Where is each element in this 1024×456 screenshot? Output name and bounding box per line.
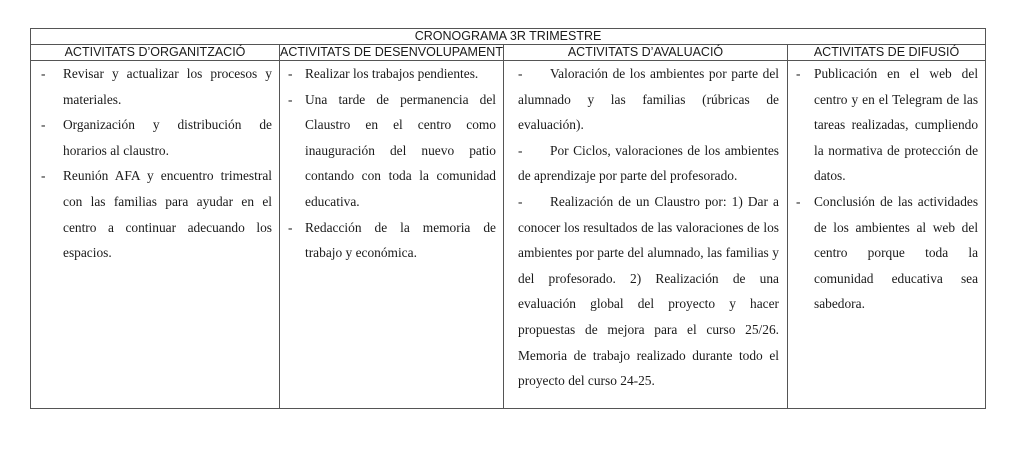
list-item — [796, 61, 978, 189]
bullet-dash: - — [796, 193, 801, 209]
development-cell — [280, 61, 504, 409]
evaluation-cell — [504, 61, 788, 409]
list-item — [288, 61, 496, 87]
bullet-dash: - — [41, 168, 46, 184]
list-item-text: Conclusión de las actividades de los ambientes al web del centro porque toda la comunidad educativa sea sabedora. — [814, 193, 979, 312]
list-item-text: Redacción de la memoria de trabajo y económica. — [305, 219, 496, 261]
column-header-evaluation: ACTIVITATS D’AVALUACIÓ — [504, 45, 788, 61]
list-item-text: Realización de un Claustro por: 1) Dar a conocer los resultados de las valoraciones de los ambientes por parte del alumnado, las familias y del profesorado. 2) Realización de una evaluación global del proyecto y hacer propuestas de mejora para el curso 25/26. Memoria de trabajo realizado durante todo el proyecto del curso 24-25. — [518, 193, 779, 389]
bullet-dash: - — [518, 66, 523, 81]
list-item — [288, 87, 496, 215]
bullet-dash: - — [41, 66, 46, 81]
development-list — [280, 61, 503, 266]
list-item — [41, 163, 272, 265]
list-item-text: Organización y distribución de horarios al claustro. — [63, 117, 272, 158]
organization-list — [31, 61, 279, 266]
column-header-diffusion: ACTIVITATS DE DIFUSIÓ — [788, 45, 986, 61]
evaluation-list — [504, 61, 787, 394]
list-item-text: Realizar los trabajos pendientes. — [305, 66, 479, 81]
list-item — [518, 189, 779, 394]
bullet-dash: - — [518, 193, 523, 209]
bullet-dash: - — [518, 142, 523, 158]
bullet-dash: - — [41, 117, 46, 133]
list-item-text: Valoración de los ambientes por parte del alumnado y las familias (rúbricas de evaluación). — [518, 66, 779, 133]
organization-cell — [31, 61, 280, 409]
list-item-text: Reunión AFA y encuentro trimestral con las familias para ayudar en el centro a continuar adecuando los espacios. — [63, 168, 272, 261]
list-item — [796, 189, 978, 317]
list-item — [518, 138, 779, 189]
list-item-text: Una tarde de permanencia del Claustro en el centro como inauguración del nuevo patio contando con toda la comunidad educativa. — [305, 91, 496, 209]
bullet-dash: - — [796, 66, 801, 81]
list-item-text: Por Ciclos, valoraciones de los ambientes de aprendizaje por parte del profesorado. — [518, 142, 779, 184]
list-item — [518, 61, 779, 138]
schedule-table — [30, 28, 986, 409]
diffusion-list — [788, 61, 985, 317]
list-item-text: Revisar y actualizar los procesos y materiales. — [63, 66, 272, 107]
list-item-text: Publicación en el web del centro y en el Telegram de las tareas realizadas, cumpliendo la normativa de protección de datos. — [814, 66, 979, 184]
diffusion-cell — [788, 61, 986, 409]
column-header-organization: ACTIVITATS D’ORGANITZACIÓ — [31, 45, 280, 61]
list-item — [41, 61, 272, 112]
table-title: CRONOGRAMA 3R TRIMESTRE — [31, 29, 986, 45]
list-item — [41, 112, 272, 163]
column-header-development: ACTIVITATS DE DESENVOLUPAMENT — [280, 45, 503, 59]
bullet-dash: - — [288, 66, 293, 81]
list-item — [288, 215, 496, 266]
bullet-dash: - — [288, 219, 293, 235]
bullet-dash: - — [288, 91, 293, 107]
